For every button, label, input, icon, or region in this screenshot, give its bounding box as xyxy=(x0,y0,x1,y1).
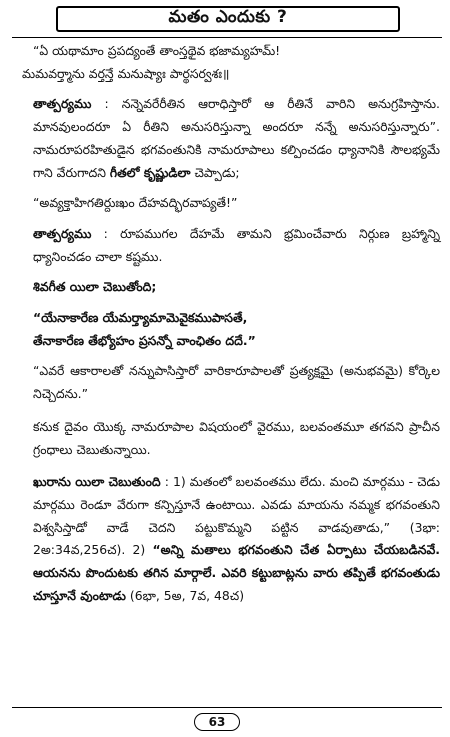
meaning-label: తాత్పర్యము xyxy=(33,96,92,112)
emphasis-text: గీతలో కృష్ణుడిలా xyxy=(109,164,191,180)
paragraph-meaning-1 xyxy=(22,93,440,184)
paragraph-text: చెప్పాడు; xyxy=(190,164,240,180)
paragraph-quran xyxy=(22,471,440,607)
quran-label: ఖురాను యిలా చెబుతుంది xyxy=(33,474,161,490)
paragraph-conclusion: కనుక దైవం యొక్క నామరూపాల విషయంలో వైరము, బలవంతమూ తగవని ప్రాచీన గ్రంధాలు చెబుతున్నాయి. xyxy=(33,418,440,457)
emphasis-text: “అన్ని మతాలు భగవంతుని చేత ఏర్పాటు చేయబడినవే. ఆయనను పొందుటకు తగిన మార్గాలే. ఎవరి కట్టుబాట్లను వారు తప్పితే భగవంతుడు చూస్తూనే వుంటాడు xyxy=(33,542,440,603)
paragraph-meaning-2 xyxy=(22,223,440,268)
verse-line: తేనాకారేణ తేభ్యోహం ప్రసన్నో వాంఛితం దదే.” xyxy=(33,332,256,348)
paragraph-text: : 1) మతంలో బలవంతము లేదు. మంచి మార్గము - చెడు మార్గము రెండూ వేరుగా కన్పిస్తూనే ఉంటాయి. ఎవడు మాయను నమ్మక భగవంతుని విశ్వసిస్తాడో వాడే చెదని పట్టుకొమ్మని పట్టిన వాడవుతాడు,” (3భా: 2అ:34వ,256చ). 2) xyxy=(33,474,440,558)
citation-text: (6భా, 5అ, 7వ, 48చ) xyxy=(125,587,245,603)
paragraph-translation: “ఎవరే ఆకారాలతో నన్నుపాసిస్తారో వారికారూపాలతో ప్రత్యక్షమై (అనుభవమై) కోర్కెల నిచ్చెదను.” xyxy=(33,363,440,402)
footer-rule xyxy=(12,707,442,708)
header-rule xyxy=(12,37,442,38)
verse-line: మమవర్త్మాను వర్తన్తే మనుష్యాః పార్థసర్వశః॥ xyxy=(22,65,230,81)
verse-line: “అవ్యక్తాహిగతిర్దుఃఖం దేహవద్భిరవాప్యతే!” xyxy=(33,195,238,211)
paragraph-text: : రూపముగల దేహమే తామని భ్రమించేవారు నిర్గుణ బ్రహ్మాన్ని ధ్యానించడం చాలా కష్టము. xyxy=(33,225,440,264)
verse-line: “ఏ యథామాం ప్రపద్యంతే తాంస్తథైవ భజామ్యహమ్! xyxy=(33,43,281,58)
page-header-title: మతం ఎందుకు ? xyxy=(56,6,400,32)
verse-line: “యేనాకారేణ యేమర్త్యామామెవైకముపాసతే, xyxy=(33,310,248,326)
page-body xyxy=(22,40,440,607)
page-number-badge: 63 xyxy=(194,713,240,731)
paragraph-text: : నన్నెవరేరీతిన ఆరాధిస్తారో ఆ రీతినే వారిని అనుగ్రహిస్తాను. మానవులందరూ ఏ రీతిని అనుసరిస్తున్నా అందరూ నన్నే అనుసరిస్తున్నారు”. నామరూపరహితుడైన భగవంతునికి నామరూపాలు కల్పించడం ధ్యానానికి సౌలభ్యమే గాని వేరుగాదని xyxy=(33,96,440,180)
shivagita-intro: శివగీత యిలా చెబుతోంది; xyxy=(33,279,157,295)
meaning-label: తాత్పర్యము xyxy=(33,225,92,241)
